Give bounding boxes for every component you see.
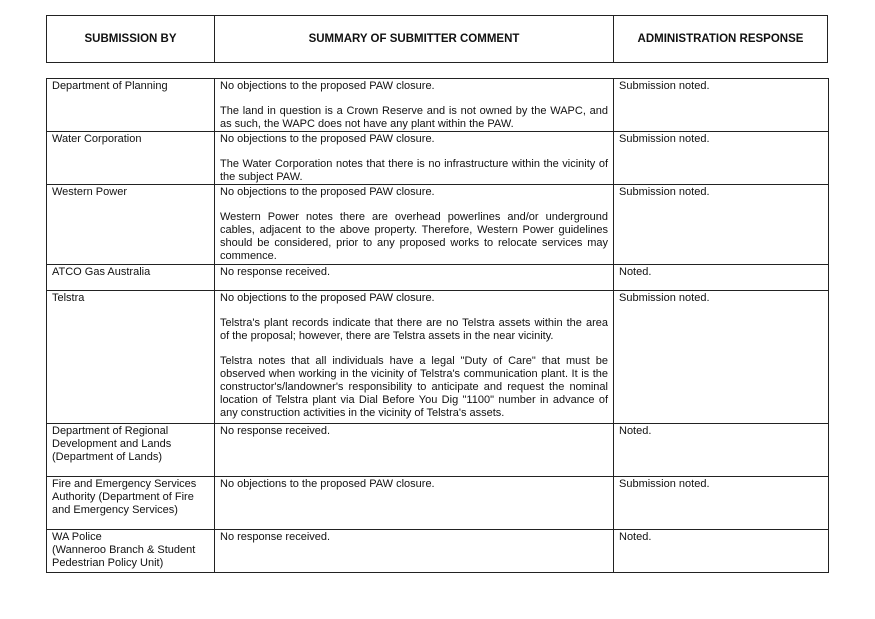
submitter-line: Fire and Emergency Services	[52, 478, 197, 490]
header-submission-by: SUBMISSION BY	[47, 16, 215, 62]
comment-cell	[215, 132, 614, 184]
header-response: ADMINISTRATION RESPONSE	[637, 33, 804, 45]
response-cell: Submission noted.	[614, 185, 829, 264]
comment-paragraph: No objections to the proposed PAW closure.	[220, 292, 435, 304]
comment-paragraph: The land in question is a Crown Reserve and is not owned by the WAPC, and as such, the WAPC does not have any plant within the PAW.	[220, 105, 608, 130]
comment-paragraph: The Water Corporation notes that there is no infrastructure within the vicinity of the subject PAW.	[220, 158, 608, 183]
comment-paragraph: Telstra notes that all individuals have a legal "Duty of Care" that must be observed when working in the vicinity of Telstra's communication plant. It is the constructor's/landowner's responsibility to anticipate and request the nominal location of Telstra plant via Dial Before You Dig "1100" number in advance of any construction activities in the vicinity of Telstra's assets.	[220, 355, 608, 419]
submitter-line: WA Police	[52, 531, 102, 543]
table-row	[47, 530, 829, 573]
submitter-cell	[47, 424, 215, 476]
submitter-cell	[47, 477, 215, 529]
comment-cell	[215, 265, 614, 290]
comment-cell	[215, 291, 614, 423]
table-row	[47, 265, 829, 291]
comment-paragraph: No response received.	[220, 531, 331, 543]
submitter-cell	[47, 291, 215, 423]
comment-cell	[215, 79, 614, 131]
comment-paragraph: No objections to the proposed PAW closure.	[220, 80, 435, 92]
comment-paragraph: Western Power notes there are overhead powerlines and/or underground cables, adjacent to the above property. Therefore, Western Power guidelines should be considered, prior to any proposed works to relocate services may commence.	[220, 211, 608, 262]
submitter-line: (Department of Lands)	[52, 451, 163, 463]
response-cell: Submission noted.	[614, 79, 829, 131]
response-cell: Noted.	[614, 265, 829, 290]
submitter-cell	[47, 79, 215, 131]
comment-paragraph: No objections to the proposed PAW closure.	[220, 133, 435, 145]
comment-cell	[215, 185, 614, 264]
header-summary: SUMMARY OF SUBMITTER COMMENT	[215, 16, 614, 62]
table-row	[47, 424, 829, 477]
submissions-table	[46, 78, 829, 573]
submitter-line: Department of Regional	[52, 425, 169, 437]
submitter-cell	[47, 265, 215, 290]
table-row	[47, 132, 829, 185]
comment-paragraph: No response received.	[220, 425, 331, 437]
submitter-line: Development and Lands	[52, 438, 172, 450]
comment-paragraph: No objections to the proposed PAW closure.	[220, 186, 435, 198]
submitter-line: Pedestrian Policy Unit)	[52, 557, 164, 569]
comment-paragraph: No response received.	[220, 266, 331, 278]
comment-cell	[215, 424, 614, 476]
response-cell: Noted.	[614, 424, 829, 476]
submitter-cell	[47, 530, 215, 572]
submitter-line: Telstra	[52, 292, 85, 304]
submitter-line: (Wanneroo Branch & Student	[52, 544, 196, 556]
submitter-line: Authority (Department of Fire	[52, 491, 194, 503]
submitter-cell	[47, 185, 215, 264]
table-row	[47, 477, 829, 530]
table-row	[47, 291, 829, 424]
submitter-cell	[47, 132, 215, 184]
submitter-line: Water Corporation	[52, 133, 142, 145]
response-cell: Submission noted.	[614, 291, 829, 423]
submitter-line: ATCO Gas Australia	[52, 266, 151, 278]
response-cell: Noted.	[614, 530, 829, 572]
table-header	[46, 15, 828, 63]
comment-paragraph: Telstra's plant records indicate that there are no Telstra assets within the area of the proposal; however, there are Telstra assets in the near vicinity.	[220, 317, 608, 342]
response-cell: Submission noted.	[614, 477, 829, 529]
comment-cell	[215, 530, 614, 572]
comment-cell	[215, 477, 614, 529]
comment-paragraph: No objections to the proposed PAW closure.	[220, 478, 435, 490]
submitter-line: Western Power	[52, 186, 127, 198]
submitter-line: Department of Planning	[52, 80, 168, 92]
submitter-line: and Emergency Services)	[52, 504, 178, 516]
table-row	[47, 79, 829, 132]
table-row	[47, 185, 829, 265]
response-cell: Submission noted.	[614, 132, 829, 184]
